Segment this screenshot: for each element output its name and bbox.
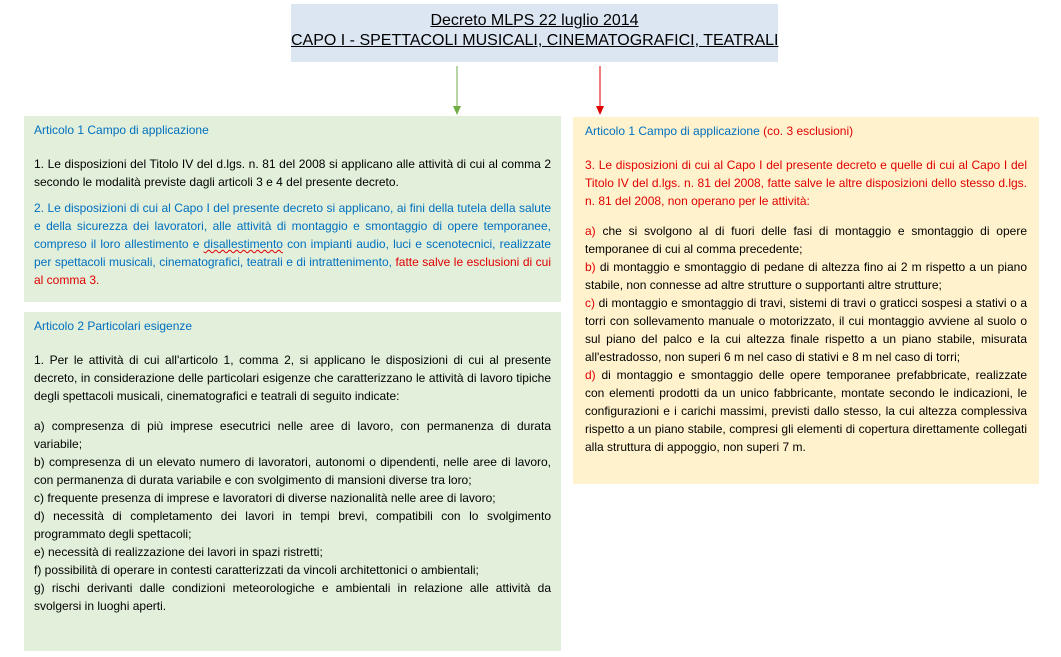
esclusioni-item-a-letter: a) xyxy=(585,224,596,238)
green-arrow-head xyxy=(453,106,461,115)
articolo2-item-c: c) frequente presenza di imprese e lavoratori di diverse nazionalità nelle aree di lavoro; xyxy=(34,491,496,505)
articolo2-box xyxy=(24,312,561,651)
comma2-text-a: 2. Le disposizioni di cui al Capo I del presente decreto si applicano, ai fini della tutela della salute e della sicurezza dei lavoratori, alle attività di montaggio e smontaggio di opere temporanee, compreso il loro allestimento e xyxy=(34,201,551,251)
articolo2-intro: 1. Per le attività di cui all'articolo 1, comma 2, si applicano le disposizioni di cui al presente decreto, in considerazione delle particolari esigenze che caratterizzano le attività di lavoro tipiche degli spettacoli musicali, cinematografici e teatrali di seguito indicate: xyxy=(34,353,551,403)
articolo2-item-a: a) compresenza di più imprese esecutrici nelle aree di lavoro, con permanenza di durata variabile; xyxy=(34,419,551,451)
esclusioni-item-b-letter: b) xyxy=(585,260,596,274)
decree-title: Decreto MLPS 22 luglio 2014 xyxy=(430,12,639,29)
articolo2-heading: Articolo 2 Particolari esigenze xyxy=(34,319,193,333)
articolo2-item-f: f) possibilità di operare in contesti caratterizzati da vincoli architettonici o ambientali; xyxy=(34,563,479,577)
esclusioni-heading-label: Articolo 1 Campo di applicazione xyxy=(585,124,760,138)
esclusioni-intro: 3. Le disposizioni di cui al Capo I del presente decreto e quelle di cui al Capo I del Titolo IV del d.lgs. n. 81 del 2008, fatte salve le altre disposizioni dello stesso d.lgs. n. 81 del 2008, non operano per le attività: xyxy=(585,158,1027,208)
comma2-text-b: con impianti audio, luci e scenotecnici, realizzate per spettacoli musicali, cinematografici, teatrali e di intrattenimento, xyxy=(34,237,551,269)
esclusioni-item-c xyxy=(585,294,1027,366)
esclusioni-box xyxy=(573,117,1039,484)
esclusioni-item-b-text: di montaggio e smontaggio di pedane di altezza fino ai 2 m rispetto a un piano stabile, non connesse ad altre strutture o supportanti altre strutture; xyxy=(585,260,1027,292)
esclusioni-item-a-text: che si svolgono al di fuori delle fasi di montaggio e smontaggio di opere temporanee di cui al comma precedente; xyxy=(585,224,1027,256)
esclusioni-heading xyxy=(585,123,1027,139)
articolo1-comma2 xyxy=(34,199,551,289)
red-arrow-head xyxy=(596,106,604,115)
esclusioni-item-d-text: di montaggio e smontaggio delle opere temporanee prefabbricate, realizzate con elementi prodotti da un unico fabbricante, montate secondo le indicazioni, le configurazioni e i carichi massimi, previsti dallo stesso, la cui altezza complessiva rispetto a un piano stabile, compresi gli elementi di copertura direttamente collegati alla struttura di appoggio, non superi 7 m. xyxy=(585,368,1027,454)
comma2-misspelled-word: disallestimento xyxy=(203,237,283,251)
esclusioni-item-c-text: di montaggio e smontaggio di travi, sistemi di travi o graticci sospesi a stativi o a torri con sollevamento manuale o motorizzato, il cui montaggio avviene al suolo o sul piano del palco e la cui altezza finale rispetto a un piano stabile, misurata all'estradosso, non superi 6 m nel caso di stativi e 8 m nel caso di torri; xyxy=(585,296,1027,364)
esclusioni-item-a xyxy=(585,222,1027,258)
articolo2-item-g: g) rischi derivanti dalle condizioni meteorologiche e ambientali in relazione alle attività da svolgersi in luoghi aperti. xyxy=(34,581,551,613)
esclusioni-item-d-letter: d) xyxy=(585,368,596,382)
articolo1-box xyxy=(24,116,561,302)
articolo1-heading: Articolo 1 Campo di applicazione xyxy=(34,123,209,137)
esclusioni-item-b xyxy=(585,258,1027,294)
comma2-exclusion-note: fatte salve le esclusioni di cui al comma 3. xyxy=(34,255,551,287)
esclusioni-item-d xyxy=(585,366,1027,456)
chapter-title: CAPO I - SPETTACOLI MUSICALI, CINEMATOGRAFICI, TEATRALI xyxy=(291,32,779,49)
esclusioni-heading-note: (co. 3 esclusioni) xyxy=(763,124,854,138)
articolo2-item-d: d) necessità di completamento dei lavori in tempi brevi, compatibili con lo svolgimento programmato degli spettacoli; xyxy=(34,509,551,541)
esclusioni-item-c-letter: c) xyxy=(585,296,595,310)
articolo1-comma1: 1. Le disposizioni del Titolo IV del d.lgs. n. 81 del 2008 si applicano alle attività di cui al comma 2 secondo le modalità previste dagli articoli 3 e 4 del presente decreto. xyxy=(34,157,551,189)
articolo2-item-b: b) compresenza di un elevato numero di lavoratori, autonomi o dipendenti, nelle aree di lavoro, con permanenza di durata variabile e con svolgimento di mansioni diverse tra loro; xyxy=(34,455,551,487)
articolo2-item-e: e) necessità di realizzazione dei lavori in spazi ristretti; xyxy=(34,545,323,559)
